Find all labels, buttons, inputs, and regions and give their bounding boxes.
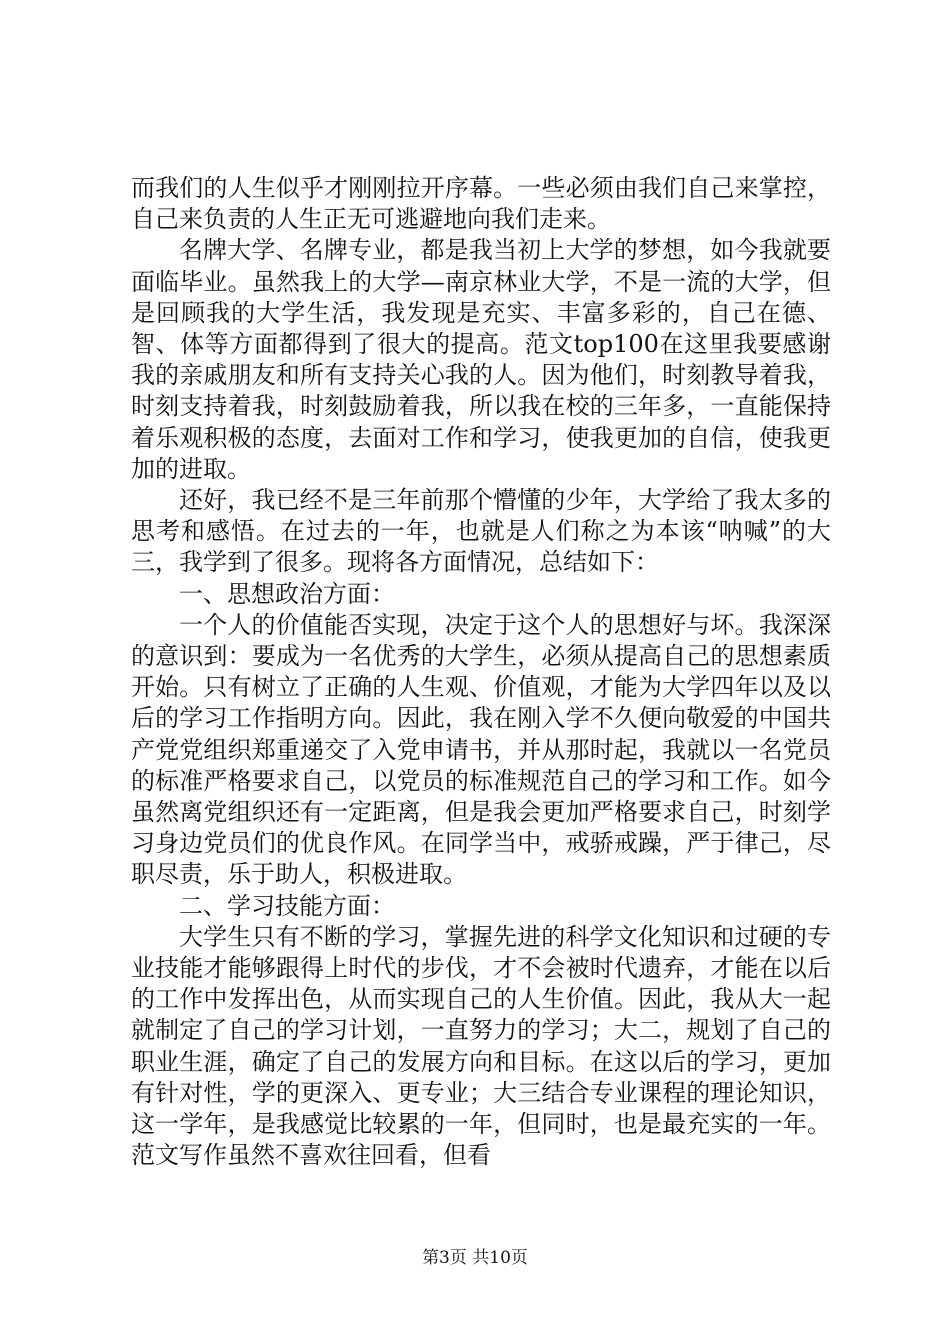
paragraph-1: 而我们的人生似乎才刚刚拉开序幕。一些必须由我们自己来掌控，自己来负责的人生正无可逃避地向我们走来。: [131, 174, 831, 234]
paragraph-5: 大学生只有不断的学习，掌握先进的科学文化知识和过硬的专业技能才能够跟得上时代的步伐，才不会被时代遗弃，才能在以后的工作中发挥出色，从而实现自己的人生价值。因此，我从大一起就制定了自己的学习计划，一直努力的学习；大二，规划了自己的职业生涯，确定了自己的发展方向和目标。在这以后的学习，更加有针对性，学的更深入、更专业；大三结合专业课程的理论知识，这一学年，是我感觉比较累的一年，但同时，也是最充实的一年。范文写作虽然不喜欢往回看，但看: [131, 922, 831, 1170]
paragraph-4: 一个人的价值能否实现，决定于这个人的思想好与坏。我深深的意识到：要成为一名优秀的大学生，必须从提高自己的思想素质开始。只有树立了正确的人生观、价值观，才能为大学四年以及以后的学习工作指明方向。因此，我在刚入学不久便向敬爱的中国共产党党组织郑重递交了入党申请书，并从那时起，我就以一名党员的标准严格要求自己，以党员的标准规范自己的学习和工作。如今虽然离党组织还有一定距离，但是我会更加严格要求自己，时刻学习身边党员们的优良作风。在同学当中，戒骄戒躁，严于律己，尽职尽责，乐于助人，积极进取。: [131, 610, 831, 889]
document-body: [131, 173, 831, 1172]
paragraph-3: 还好，我已经不是三年前那个懵懂的少年，大学给了我太多的思考和感悟。在过去的一年，也就是人们称之为本该“呐喊”的大三，我学到了很多。现将各方面情况，总结如下：: [131, 486, 831, 577]
page-number: 第3页 共10页: [422, 1248, 528, 1268]
section-heading-ideology: 一、思想政治方面：: [179, 579, 395, 608]
section-heading-study: 二、学习技能方面：: [179, 891, 395, 920]
paragraph-2: 名牌大学、名牌专业，都是我当初上大学的梦想，如今我就要面临毕业。虽然我上的大学—南京林业大学，不是一流的大学，但是回顾我的大学生活，我发现是充实、丰富多彩的，自己在德、智、体等方面都得到了很大的提高。范文top100在这里我要感谢我的亲戚朋友和所有支持关心我的人。因为他们，时刻教导着我，时刻支持着我，时刻鼓励着我，所以我在校的三年多，一直能保持着乐观积极的态度，去面对工作和学习，使我更加的自信，使我更加的进取。: [131, 236, 831, 483]
